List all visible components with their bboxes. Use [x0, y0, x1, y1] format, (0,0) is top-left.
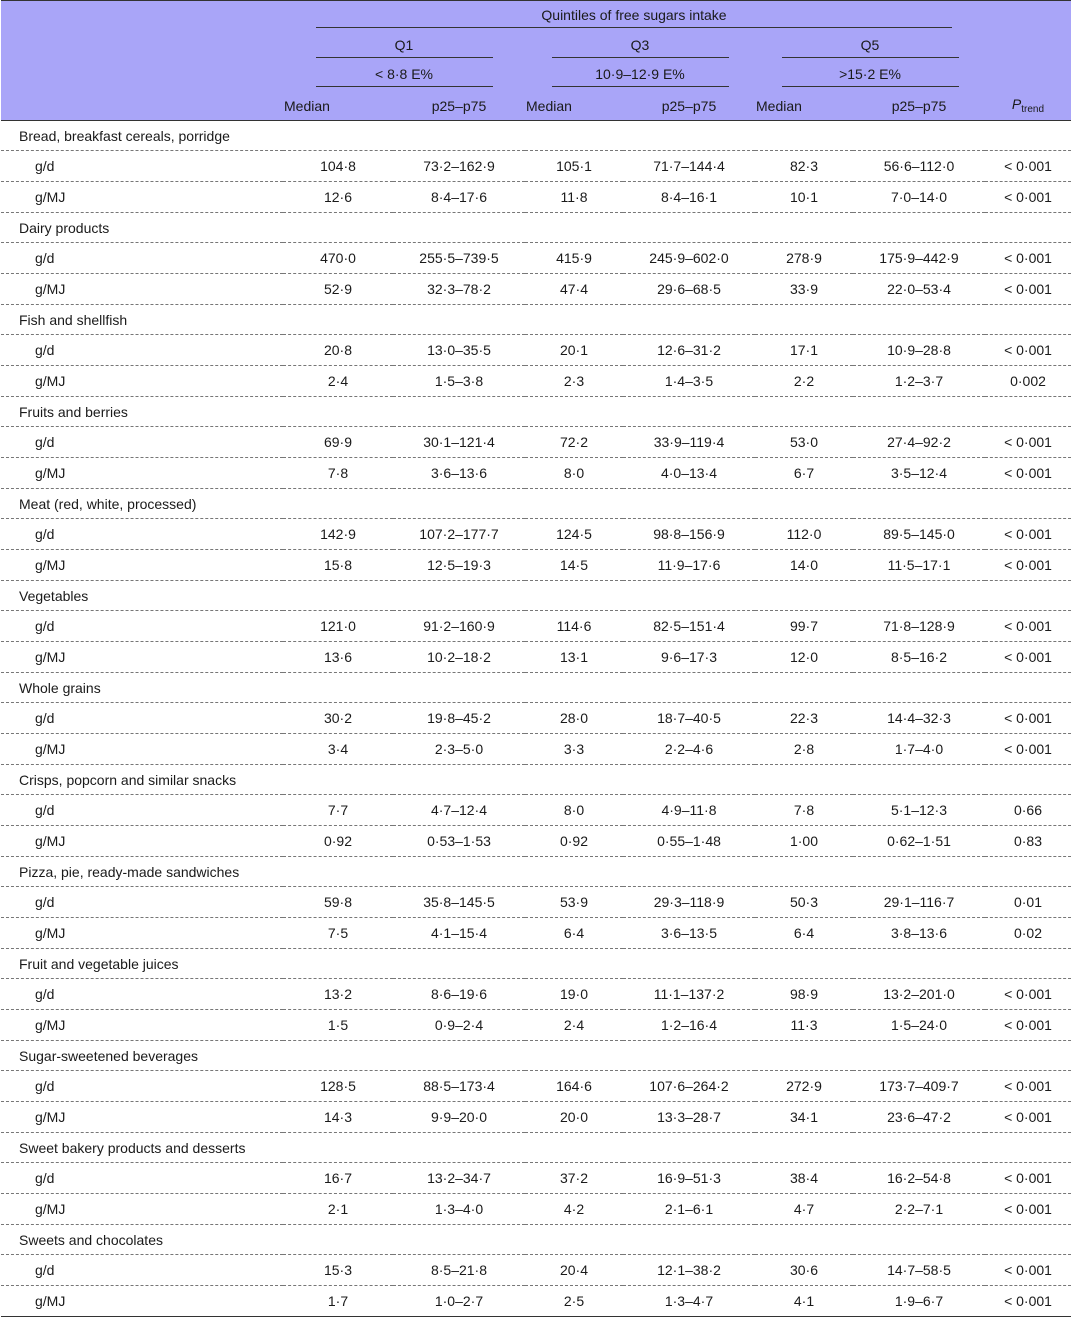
- median-value: 53·0: [755, 427, 853, 458]
- median-value: 14·5: [525, 550, 623, 581]
- unit-label: g/d: [1, 243, 283, 274]
- ptrend-value: < 0·001: [985, 427, 1071, 458]
- quintile-range-q1: [283, 62, 525, 91]
- median-value: 2·1: [283, 1194, 393, 1225]
- iqr-value: 30·1–121·4: [393, 427, 525, 458]
- median-value: 272·9: [755, 1071, 853, 1102]
- iqr-value: 245·9–602·0: [623, 243, 755, 274]
- median-value: 4·7: [755, 1194, 853, 1225]
- median-value: 2·2: [755, 366, 853, 397]
- median-value: 14·3: [283, 1102, 393, 1133]
- ptrend-value: < 0·001: [985, 550, 1071, 581]
- iqr-value: 1·2–16·4: [623, 1010, 755, 1041]
- span-title: Quintiles of free sugars intake: [316, 7, 952, 28]
- category-row: [1, 305, 1071, 335]
- iqr-value: 89·5–145·0: [853, 519, 985, 550]
- iqr-value: 2·2–4·6: [623, 734, 755, 765]
- iqr-value: 3·6–13·5: [623, 918, 755, 949]
- category-row: [1, 949, 1071, 979]
- ptrend-value: < 0·001: [985, 611, 1071, 642]
- category-row: [1, 581, 1071, 611]
- median-value: 7·5: [283, 918, 393, 949]
- table-row: [1, 427, 1071, 458]
- table-row: [1, 550, 1071, 581]
- iqr-value: 255·5–739·5: [393, 243, 525, 274]
- category-row: [1, 1041, 1071, 1071]
- iqr-value: 8·4–16·1: [623, 182, 755, 213]
- iqr-value: 8·4–17·6: [393, 182, 525, 213]
- median-value: 4·2: [525, 1194, 623, 1225]
- ptrend-value: 0·002: [985, 366, 1071, 397]
- median-value: 1·7: [283, 1286, 393, 1317]
- median-value: 112·0: [755, 519, 853, 550]
- iqr-value: 16·2–54·8: [853, 1163, 985, 1194]
- median-value: 38·4: [755, 1163, 853, 1194]
- header-empty-cell: [985, 62, 1071, 91]
- iqr-value: 9·6–17·3: [623, 642, 755, 673]
- iqr-value: 1·3–4·0: [393, 1194, 525, 1225]
- median-value: 10·1: [755, 182, 853, 213]
- header-empty-cell: [1, 1, 283, 34]
- iqr-value: 2·2–7·1: [853, 1194, 985, 1225]
- iqr-value: 11·5–17·1: [853, 550, 985, 581]
- iqr-value: 33·9–119·4: [623, 427, 755, 458]
- median-value: 37·2: [525, 1163, 623, 1194]
- iqr-value: 0·55–1·48: [623, 826, 755, 857]
- median-value: 30·2: [283, 703, 393, 734]
- column-header-median: Median: [284, 97, 330, 114]
- iqr-value: 2·1–6·1: [623, 1194, 755, 1225]
- iqr-value: 12·6–31·2: [623, 335, 755, 366]
- iqr-value: 1·5–3·8: [393, 366, 525, 397]
- median-value: 13·2: [283, 979, 393, 1010]
- median-value: 2·4: [283, 366, 393, 397]
- table-body: [1, 121, 1071, 1317]
- median-value: 33·9: [755, 274, 853, 305]
- quintile-range-text: 10·9–12·9 E%: [552, 66, 729, 87]
- unit-label: g/MJ: [1, 550, 283, 581]
- median-value: 20·4: [525, 1255, 623, 1286]
- quintile-label-text: Q1: [316, 37, 493, 58]
- ptrend-value: < 0·001: [985, 335, 1071, 366]
- median-value: 13·6: [283, 642, 393, 673]
- iqr-value: 0·62–1·51: [853, 826, 985, 857]
- header-row-quintiles: [1, 33, 1071, 62]
- unit-label: g/MJ: [1, 642, 283, 673]
- ptrend-value: 0·66: [985, 795, 1071, 826]
- iqr-value: 19·8–45·2: [393, 703, 525, 734]
- table-row: [1, 243, 1071, 274]
- median-value: 82·3: [755, 151, 853, 182]
- iqr-value: 14·4–32·3: [853, 703, 985, 734]
- category-label: Whole grains: [1, 673, 1071, 703]
- unit-label: g/d: [1, 1071, 283, 1102]
- unit-label: g/MJ: [1, 1194, 283, 1225]
- column-header-ptrend: [985, 91, 1071, 121]
- category-row: [1, 1133, 1071, 1163]
- ptrend-value: 0·01: [985, 887, 1071, 918]
- median-value: 11·8: [525, 182, 623, 213]
- median-value: 34·1: [755, 1102, 853, 1133]
- median-value: 47·4: [525, 274, 623, 305]
- category-label: Vegetables: [1, 581, 1071, 611]
- unit-label: g/d: [1, 979, 283, 1010]
- iqr-value: 1·3–4·7: [623, 1286, 755, 1317]
- ptrend-value: 0·83: [985, 826, 1071, 857]
- median-value: 12·0: [755, 642, 853, 673]
- iqr-value: 4·7–12·4: [393, 795, 525, 826]
- iqr-value: 71·7–144·4: [623, 151, 755, 182]
- median-value: 20·8: [283, 335, 393, 366]
- median-value: 114·6: [525, 611, 623, 642]
- iqr-value: 0·53–1·53: [393, 826, 525, 857]
- column-header-iqr: p25–p75: [891, 97, 947, 114]
- median-value: 52·9: [283, 274, 393, 305]
- iqr-value: 23·6–47·2: [853, 1102, 985, 1133]
- median-value: 12·6: [283, 182, 393, 213]
- iqr-value: 13·0–35·5: [393, 335, 525, 366]
- table-row: [1, 1071, 1071, 1102]
- quintile-label-text: Q5: [782, 37, 959, 58]
- iqr-value: 29·1–116·7: [853, 887, 985, 918]
- median-value: 20·1: [525, 335, 623, 366]
- quintile-range-q3: [525, 62, 755, 91]
- iqr-value: 22·0–53·4: [853, 274, 985, 305]
- table-row: [1, 519, 1071, 550]
- median-value: 17·1: [755, 335, 853, 366]
- iqr-value: 8·5–21·8: [393, 1255, 525, 1286]
- median-value: 121·0: [283, 611, 393, 642]
- iqr-value: 32·3–78·2: [393, 274, 525, 305]
- iqr-value: 82·5–151·4: [623, 611, 755, 642]
- header-empty-cell: [1, 33, 283, 62]
- table-row: [1, 274, 1071, 305]
- median-value: 14·0: [755, 550, 853, 581]
- iqr-value: 29·3–118·9: [623, 887, 755, 918]
- median-value: 19·0: [525, 979, 623, 1010]
- median-value: 1·5: [283, 1010, 393, 1041]
- table-row: [1, 826, 1071, 857]
- unit-label: g/MJ: [1, 366, 283, 397]
- category-label: Sweets and chocolates: [1, 1225, 1071, 1255]
- median-value: 0·92: [525, 826, 623, 857]
- median-value: 6·4: [755, 918, 853, 949]
- category-row: [1, 397, 1071, 427]
- unit-label: g/d: [1, 519, 283, 550]
- category-label: Fish and shellfish: [1, 305, 1071, 335]
- unit-label: g/d: [1, 1163, 283, 1194]
- iqr-value: 1·4–3·5: [623, 366, 755, 397]
- iqr-value: 27·4–92·2: [853, 427, 985, 458]
- unit-label: g/d: [1, 611, 283, 642]
- category-label: Pizza, pie, ready-made sandwiches: [1, 857, 1071, 887]
- median-value: 11·3: [755, 1010, 853, 1041]
- header-empty-cell: [1, 91, 283, 121]
- median-value: 22·3: [755, 703, 853, 734]
- column-header-iqr: p25–p75: [661, 97, 717, 114]
- iqr-value: 8·5–16·2: [853, 642, 985, 673]
- column-header-median: Median: [756, 97, 802, 114]
- median-value: 278·9: [755, 243, 853, 274]
- ptrend-value: < 0·001: [985, 1163, 1071, 1194]
- quintile-label-q3: [525, 33, 755, 62]
- table-row: [1, 979, 1071, 1010]
- iqr-value: 73·2–162·9: [393, 151, 525, 182]
- median-value: 13·1: [525, 642, 623, 673]
- table-row: [1, 734, 1071, 765]
- median-value: 59·8: [283, 887, 393, 918]
- iqr-value: 107·6–264·2: [623, 1071, 755, 1102]
- unit-label: g/MJ: [1, 734, 283, 765]
- table-row: [1, 887, 1071, 918]
- iqr-value: 0·9–2·4: [393, 1010, 525, 1041]
- category-label: Dairy products: [1, 213, 1071, 243]
- quintile-label-text: Q3: [552, 37, 729, 58]
- quintile-label-q1: [283, 33, 525, 62]
- table-row: [1, 1102, 1071, 1133]
- iqr-value: 1·7–4·0: [853, 734, 985, 765]
- table-row: [1, 1255, 1071, 1286]
- median-value: 124·5: [525, 519, 623, 550]
- median-value: 53·9: [525, 887, 623, 918]
- table-row: [1, 151, 1071, 182]
- unit-label: g/MJ: [1, 1286, 283, 1317]
- iqr-value: 16·9–51·3: [623, 1163, 755, 1194]
- category-label: Crisps, popcorn and similar snacks: [1, 765, 1071, 795]
- median-value: 15·3: [283, 1255, 393, 1286]
- unit-label: g/d: [1, 151, 283, 182]
- quintile-range-text: >15·2 E%: [782, 66, 959, 87]
- ptrend-value: < 0·001: [985, 1102, 1071, 1133]
- table-row: [1, 795, 1071, 826]
- iqr-value: 3·5–12·4: [853, 458, 985, 489]
- ptrend-value: < 0·001: [985, 182, 1071, 213]
- unit-label: g/d: [1, 427, 283, 458]
- category-label: Sweet bakery products and desserts: [1, 1133, 1071, 1163]
- header-row-title: [1, 1, 1071, 34]
- median-value: 16·7: [283, 1163, 393, 1194]
- median-value: 99·7: [755, 611, 853, 642]
- median-value: 105·1: [525, 151, 623, 182]
- category-row: [1, 1225, 1071, 1255]
- category-label: Fruit and vegetable juices: [1, 949, 1071, 979]
- ptrend-value: < 0·001: [985, 1071, 1071, 1102]
- category-row: [1, 489, 1071, 519]
- iqr-value: 13·3–28·7: [623, 1102, 755, 1133]
- header-row-ranges: [1, 62, 1071, 91]
- median-value: 8·0: [525, 795, 623, 826]
- median-value: 69·9: [283, 427, 393, 458]
- unit-label: g/MJ: [1, 1010, 283, 1041]
- ptrend-value: < 0·001: [985, 274, 1071, 305]
- ptrend-value: < 0·001: [985, 1286, 1071, 1317]
- unit-label: g/MJ: [1, 918, 283, 949]
- median-value: 8·0: [525, 458, 623, 489]
- iqr-value: 1·0–2·7: [393, 1286, 525, 1317]
- median-value: 104·8: [283, 151, 393, 182]
- column-header-median: Median: [526, 97, 572, 114]
- category-row: [1, 673, 1071, 703]
- median-value: 98·9: [755, 979, 853, 1010]
- median-value: 415·9: [525, 243, 623, 274]
- median-value: 7·8: [283, 458, 393, 489]
- median-value: 7·8: [755, 795, 853, 826]
- quintile-range-q5: [755, 62, 985, 91]
- unit-label: g/d: [1, 335, 283, 366]
- iqr-value: 107·2–177·7: [393, 519, 525, 550]
- table-row: [1, 1194, 1071, 1225]
- category-label: Meat (red, white, processed): [1, 489, 1071, 519]
- unit-label: g/MJ: [1, 274, 283, 305]
- ptrend-value: 0·02: [985, 918, 1071, 949]
- ptrend-value: < 0·001: [985, 243, 1071, 274]
- quintile-label-q5: [755, 33, 985, 62]
- table-row: [1, 1163, 1071, 1194]
- iqr-value: 56·6–112·0: [853, 151, 985, 182]
- ptrend-value: < 0·001: [985, 458, 1071, 489]
- iqr-value: 2·3–5·0: [393, 734, 525, 765]
- header-span-title-cell: [283, 1, 985, 34]
- iqr-value: 9·9–20·0: [393, 1102, 525, 1133]
- median-value: 7·7: [283, 795, 393, 826]
- category-row: [1, 857, 1071, 887]
- ptrend-value: < 0·001: [985, 1255, 1071, 1286]
- table-row: [1, 366, 1071, 397]
- median-value: 3·3: [525, 734, 623, 765]
- iqr-value: 13·2–34·7: [393, 1163, 525, 1194]
- category-row: [1, 765, 1071, 795]
- median-value: 2·4: [525, 1010, 623, 1041]
- median-value: 2·3: [525, 366, 623, 397]
- iqr-value: 10·9–28·8: [853, 335, 985, 366]
- median-value: 6·4: [525, 918, 623, 949]
- unit-label: g/d: [1, 703, 283, 734]
- unit-label: g/d: [1, 795, 283, 826]
- median-value: 6·7: [755, 458, 853, 489]
- table-header: [1, 1, 1071, 121]
- iqr-value: 7·0–14·0: [853, 182, 985, 213]
- median-value: 30·6: [755, 1255, 853, 1286]
- unit-label: g/MJ: [1, 826, 283, 857]
- iqr-value: 35·8–145·5: [393, 887, 525, 918]
- table-row: [1, 1010, 1071, 1041]
- unit-label: g/d: [1, 1255, 283, 1286]
- median-value: 72·2: [525, 427, 623, 458]
- header-row-columns: [1, 91, 1071, 121]
- category-row: [1, 213, 1071, 243]
- ptrend-value: < 0·001: [985, 151, 1071, 182]
- median-value: 28·0: [525, 703, 623, 734]
- table-row: [1, 1286, 1071, 1317]
- ptrend-value: < 0·001: [985, 519, 1071, 550]
- median-value: 470·0: [283, 243, 393, 274]
- table-row: [1, 611, 1071, 642]
- median-value: 2·5: [525, 1286, 623, 1317]
- iqr-value: 88·5–173·4: [393, 1071, 525, 1102]
- iqr-value: 29·6–68·5: [623, 274, 755, 305]
- table-row: [1, 458, 1071, 489]
- iqr-value: 1·5–24·0: [853, 1010, 985, 1041]
- category-row: [1, 121, 1071, 151]
- category-label: Bread, breakfast cereals, porridge: [1, 121, 1071, 151]
- ptrend-value: < 0·001: [985, 1010, 1071, 1041]
- unit-label: g/MJ: [1, 182, 283, 213]
- iqr-value: 71·8–128·9: [853, 611, 985, 642]
- iqr-value: 4·9–11·8: [623, 795, 755, 826]
- median-value: 4·1: [755, 1286, 853, 1317]
- header-empty-cell: [985, 33, 1071, 62]
- iqr-value: 8·6–19·6: [393, 979, 525, 1010]
- quintile-range-text: < 8·8 E%: [316, 66, 493, 87]
- ptrend-value: < 0·001: [985, 642, 1071, 673]
- iqr-value: 91·2–160·9: [393, 611, 525, 642]
- iqr-value: 12·1–38·2: [623, 1255, 755, 1286]
- iqr-value: 3·8–13·6: [853, 918, 985, 949]
- ptrend-subscript: trend: [1021, 104, 1045, 115]
- median-value: 3·4: [283, 734, 393, 765]
- iqr-value: 173·7–409·7: [853, 1071, 985, 1102]
- median-value: 0·92: [283, 826, 393, 857]
- table-row: [1, 642, 1071, 673]
- iqr-value: 1·9–6·7: [853, 1286, 985, 1317]
- ptrend-value: < 0·001: [985, 703, 1071, 734]
- iqr-value: 3·6–13·6: [393, 458, 525, 489]
- iqr-value: 175·9–442·9: [853, 243, 985, 274]
- iqr-value: 13·2–201·0: [853, 979, 985, 1010]
- ptrend-value: < 0·001: [985, 734, 1071, 765]
- table-row: [1, 182, 1071, 213]
- table-row: [1, 335, 1071, 366]
- iqr-value: 4·1–15·4: [393, 918, 525, 949]
- table-row: [1, 703, 1071, 734]
- iqr-value: 18·7–40·5: [623, 703, 755, 734]
- header-empty-cell: [985, 1, 1071, 34]
- unit-label: g/MJ: [1, 458, 283, 489]
- ptrend-value: < 0·001: [985, 979, 1071, 1010]
- iqr-value: 12·5–19·3: [393, 550, 525, 581]
- unit-label: g/MJ: [1, 1102, 283, 1133]
- iqr-value: 1·2–3·7: [853, 366, 985, 397]
- iqr-value: 11·1–137·2: [623, 979, 755, 1010]
- header-empty-cell: [1, 62, 283, 91]
- median-value: 2·8: [755, 734, 853, 765]
- column-header-iqr: p25–p75: [431, 97, 487, 114]
- food-intake-table: [1, 0, 1071, 1317]
- category-label: Sugar-sweetened beverages: [1, 1041, 1071, 1071]
- iqr-value: 10·2–18·2: [393, 642, 525, 673]
- median-value: 142·9: [283, 519, 393, 550]
- median-value: 15·8: [283, 550, 393, 581]
- iqr-value: 4·0–13·4: [623, 458, 755, 489]
- iqr-value: 14·7–58·5: [853, 1255, 985, 1286]
- ptrend-symbol: P: [1011, 96, 1022, 112]
- ptrend-value: < 0·001: [985, 1194, 1071, 1225]
- median-value: 128·5: [283, 1071, 393, 1102]
- iqr-value: 11·9–17·6: [623, 550, 755, 581]
- median-value: 20·0: [525, 1102, 623, 1133]
- median-value: 164·6: [525, 1071, 623, 1102]
- iqr-value: 5·1–12·3: [853, 795, 985, 826]
- category-label: Fruits and berries: [1, 397, 1071, 427]
- iqr-value: 98·8–156·9: [623, 519, 755, 550]
- median-value: 1·00: [755, 826, 853, 857]
- median-value: 50·3: [755, 887, 853, 918]
- unit-label: g/d: [1, 887, 283, 918]
- table-row: [1, 918, 1071, 949]
